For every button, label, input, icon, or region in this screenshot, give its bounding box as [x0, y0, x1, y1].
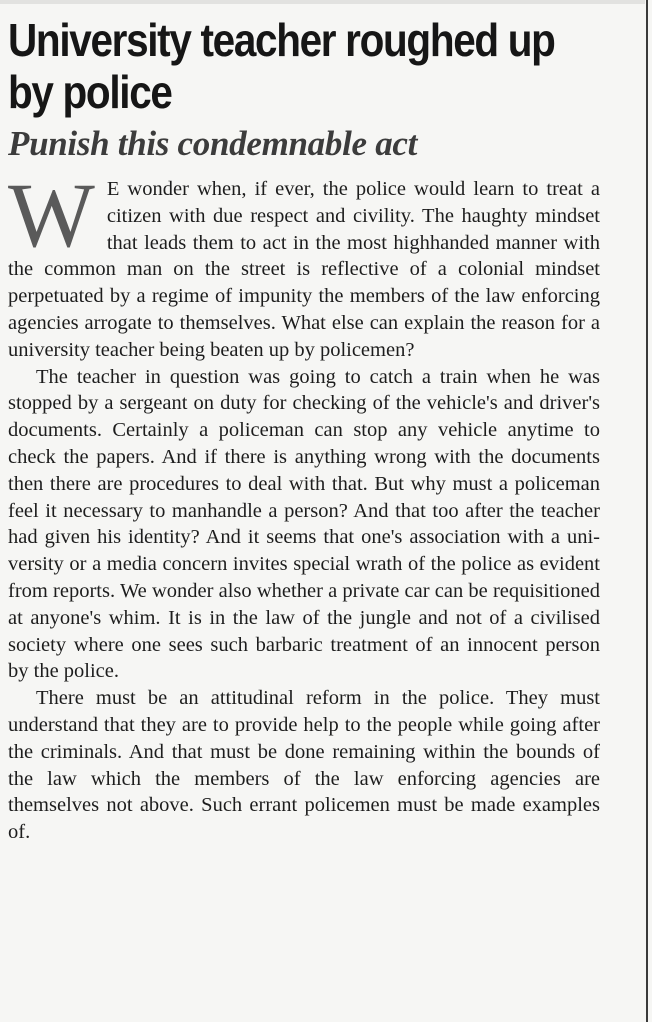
- headline-block: [8, 14, 600, 124]
- column-rule: [646, 0, 648, 1022]
- paragraph-1-text: E wonder when, if ever, the police would learn to treat a citizen with due respect and civility. The haughty mindset that leads them to act in the most highhanded manner with the common man on the street is reflective of a colonial mindset perpetuated by a regime of impunity the members of the law enforcing agencies arrogate to themselves. What else can explain the reason for a university teacher being beaten up by policemen?: [8, 178, 600, 361]
- drop-cap: W: [8, 164, 95, 266]
- article-body: [8, 164, 600, 846]
- paragraph-1: [8, 164, 600, 364]
- kicker: Punish this condemnable act: [8, 124, 418, 163]
- paragraph-3: There must be an attitudinal reform in the police. They must understand that they are to provide help to the people while going after the criminals. And that must be done remaining within the bounds of the law which the members of the law enforcing agencies are themselves not above. Such errant policemen must be made examples of.: [8, 687, 600, 844]
- headline: University teacher roughed up by police: [8, 14, 555, 118]
- clipping-top-edge: [0, 0, 645, 4]
- editorial-column: [8, 14, 600, 846]
- paragraph-2: The teacher in question was going to catch a train when he was stopped by a sergeant on duty for checking of the vehicle's and driver's documents. Certainly a policeman can stop any vehicle anytime to check the papers. And if there is anything wrong with the documents then there are procedures to deal with that. But why must a policeman feel it necessary to manhandle a person? And that too after the teacher had given his identity? And it seems that one's association with a university or a media concern invites special wrath of the police as evident from reports. We wonder also whether a private car can be requisitioned at anyone's whim. It is in the law of the jungle and not of a civilised society where one sees such barbaric treatment of an innocent person by the police.: [8, 365, 600, 683]
